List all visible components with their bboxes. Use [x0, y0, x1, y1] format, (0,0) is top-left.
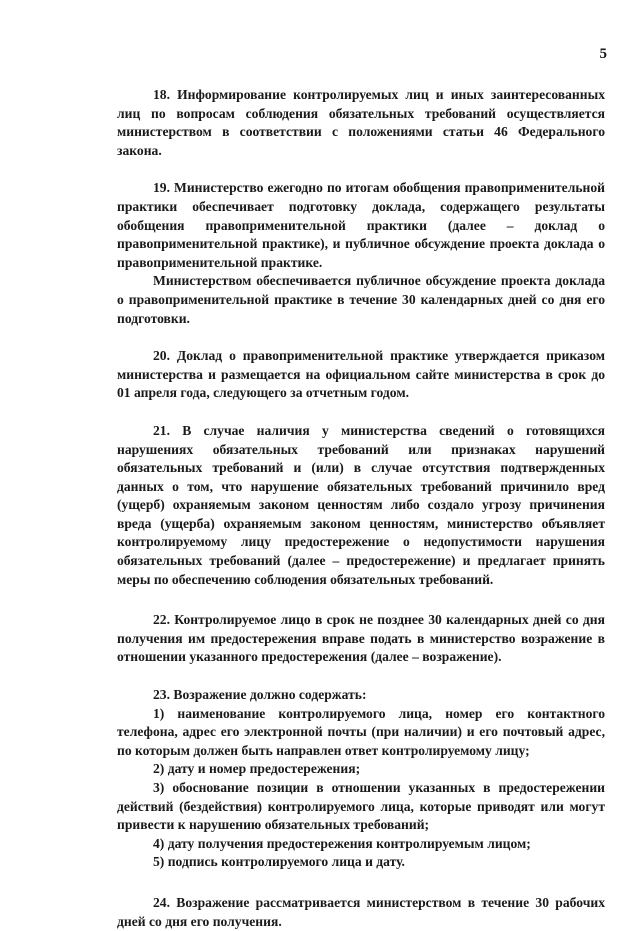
paragraph-24: 24. Возражение рассматривается министерством в течение 30 рабочих дней со дня его получения. — [117, 894, 605, 929]
paragraph-20: 20. Доклад о правоприменительной практике утверждается приказом министерства и размещается на официальном сайте министерства в срок до 01 апреля года, следующего за отчетным годом. — [117, 348, 605, 401]
list-item-5: 5) подпись контролируемого лица и дату. — [153, 854, 405, 870]
paragraph-23: 23. Возражение должно содержать: — [153, 687, 367, 703]
paragraph-19: 19. Министерство ежегодно по итогам обобщения правоприменительной практики обеспечивает подготовку доклада, содержащего результаты обобщения правоприменительной практики (далее – доклад о правоприменительной практике), и публичное обсуждение проекта доклада о правоприменительной практике. — [117, 180, 605, 270]
list-item-2: 2) дату и номер предостережения; — [153, 761, 361, 777]
paragraph-18: 18. Информирование контролируемых лиц и иных заинтересованных лиц по вопросам соблюдения обязательных требований осуществляется министерством в соответствии с положениями статьи 46 Федерального закона. — [117, 87, 605, 158]
list-item-1: 1) наименование контролируемого лица, номер его контактного телефона, адрес его электронной почты (при наличии) и его почтовый адрес, по которым должен быть направлен ответ контролируемому лицу; — [117, 705, 605, 758]
paragraph-22: 22. Контролируемое лицо в срок не позднее 30 календарных дней со дня получения им предостережения вправе подать в министерство возражение в отношении указанного предостережения (далее – возражение). — [117, 612, 605, 665]
paragraph-21: 21. В случае наличия у министерства сведений о готовящихся нарушениях обязательных требований или признаках нарушений обязательных требований и (или) в случае отсутствия подтвержденных данных о том, что нарушение обязательных требований причинило вред (ущерб) охраняемым законом ценностям либо создало угрозу причинения вреда (ущерба) охраняемым законом ценностям, министерство объявляет контролируемому лицу предостережение о недопустимости нарушения обязательных требований (далее – предостережение) и предлагает принять меры по обеспечению соблюдения обязательных требований. — [117, 422, 605, 587]
document-body — [117, 86, 605, 931]
list-item-4: 4) дату получения предостережения контролируемым лицом; — [153, 835, 531, 851]
list-item-3: 3) обоснование позиции в отношении указанных в предостережении действий (бездействия) контролируемого лица, которые приводят или могут привести к нарушению обязательных требований; — [117, 780, 605, 833]
paragraph-19-continuation: Министерством обеспечивается публичное обсуждение проекта доклада о правоприменительной практике в течение 30 календарных дней со дня его подготовки. — [117, 273, 605, 326]
page-number: 5 — [599, 46, 607, 62]
